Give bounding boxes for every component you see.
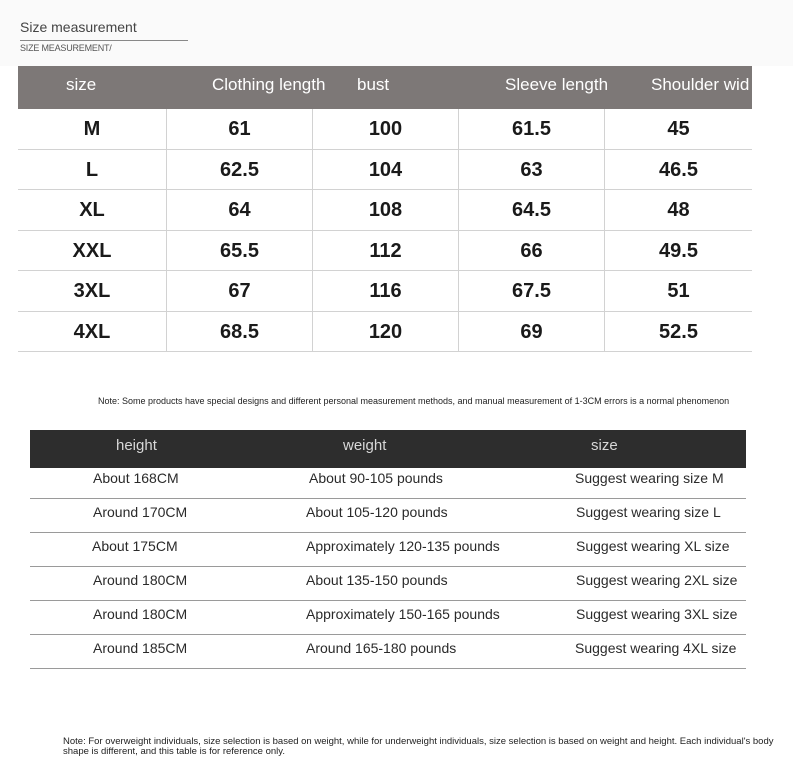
- cell-bust: 108: [312, 190, 458, 230]
- cell-sleeve-length: 61.5: [458, 109, 604, 149]
- cell-shoulder-width: 51: [604, 271, 752, 311]
- table-row: [18, 190, 752, 231]
- table-row: [30, 464, 746, 499]
- cell-size: XXL: [72, 239, 112, 262]
- cell-clothing-length: 65.5: [166, 231, 312, 271]
- cell-height: Around 185CM: [93, 640, 188, 656]
- cell-shoulder-width: 46.5: [604, 150, 752, 190]
- recommend-table-header: [30, 430, 746, 468]
- cell-suggested-size: Suggest wearing 4XL size: [575, 640, 737, 656]
- cell-size: 4XL: [73, 320, 111, 343]
- cell-weight: About 135-150 pounds: [306, 572, 448, 588]
- cell-size: 3XL: [73, 280, 111, 302]
- header-sleeve-length: Sleeve length: [505, 75, 609, 94]
- cell-suggested-size: Suggest wearing 3XL size: [576, 606, 738, 622]
- cell-suggested-size: Suggest wearing size M: [575, 470, 724, 486]
- header-bust: bust: [357, 75, 390, 94]
- cell-weight: About 90-105 pounds: [309, 470, 443, 486]
- cell-bust: 116: [312, 271, 458, 311]
- page-title: Size measurement: [20, 19, 137, 35]
- size-measurement-table: [18, 66, 752, 352]
- cell-weight: About 105-120 pounds: [306, 504, 448, 520]
- table-row: [30, 634, 746, 669]
- table-row: [18, 231, 752, 272]
- page-subtitle: SIZE MEASUREMENT/: [20, 43, 112, 53]
- table-row: [30, 532, 746, 567]
- table-row: [18, 109, 752, 150]
- table-row: [18, 312, 752, 353]
- cell-shoulder-width: 45: [604, 109, 752, 149]
- cell-clothing-length: 64: [166, 190, 312, 230]
- table-row: [30, 498, 746, 533]
- cell-size: L: [85, 158, 99, 181]
- cell-clothing-length: 68.5: [166, 312, 312, 352]
- cell-height: Around 180CM: [93, 606, 188, 622]
- header-clothing-length: Clothing length: [212, 75, 326, 94]
- table-row: [30, 600, 746, 635]
- cell-bust: 104: [312, 150, 458, 190]
- cell-weight: Around 165-180 pounds: [306, 640, 457, 656]
- header-weight: weight: [343, 437, 387, 454]
- cell-clothing-length: 61: [166, 109, 312, 149]
- cell-clothing-length: 62.5: [166, 150, 312, 190]
- cell-size: M: [83, 118, 101, 140]
- cell-bust: 100: [312, 109, 458, 149]
- cell-sleeve-length: 67.5: [458, 271, 604, 311]
- size-table-header: [18, 66, 752, 109]
- cell-weight: Approximately 150-165 pounds: [306, 606, 500, 622]
- table-row: [30, 566, 746, 601]
- table-row: [18, 150, 752, 191]
- cell-height: Around 180CM: [93, 572, 188, 588]
- header-height: height: [116, 437, 157, 454]
- header-shoulder-width: Shoulder wid: [651, 75, 750, 94]
- cell-shoulder-width: 49.5: [604, 231, 752, 271]
- cell-height: About 168CM: [93, 470, 179, 486]
- cell-sleeve-length: 66: [458, 231, 604, 271]
- cell-suggested-size: Suggest wearing XL size: [576, 538, 730, 554]
- cell-height: Around 170CM: [93, 504, 188, 520]
- cell-size: XL: [79, 199, 105, 221]
- cell-bust: 112: [312, 231, 458, 271]
- cell-shoulder-width: 48: [604, 190, 752, 230]
- cell-shoulder-width: 52.5: [604, 312, 752, 352]
- cell-height: About 175CM: [92, 538, 178, 554]
- size-table-body: [18, 109, 752, 352]
- cell-sleeve-length: 69: [458, 312, 604, 352]
- title-divider: [20, 40, 188, 41]
- table-row: [18, 271, 752, 312]
- header-size: size: [591, 437, 618, 454]
- disclaimer-note: Note: For overweight individuals, size selection is based on weight, while for underweight individuals, size selection is based on weight and height. Each individual's body shape is different, and this table is for reference only.: [63, 736, 774, 757]
- cell-bust: 120: [312, 312, 458, 352]
- cell-sleeve-length: 64.5: [458, 190, 604, 230]
- header-size: size: [66, 75, 97, 94]
- cell-clothing-length: 67: [166, 271, 312, 311]
- measurement-note: Note: Some products have special designs and different personal measurement methods, and manual measurement of 1-3CM errors is a normal phenomenon: [98, 396, 730, 406]
- cell-sleeve-length: 63: [458, 150, 604, 190]
- cell-suggested-size: Suggest wearing 2XL size: [576, 572, 738, 588]
- cell-suggested-size: Suggest wearing size L: [576, 504, 721, 520]
- cell-weight: Approximately 120-135 pounds: [306, 538, 500, 554]
